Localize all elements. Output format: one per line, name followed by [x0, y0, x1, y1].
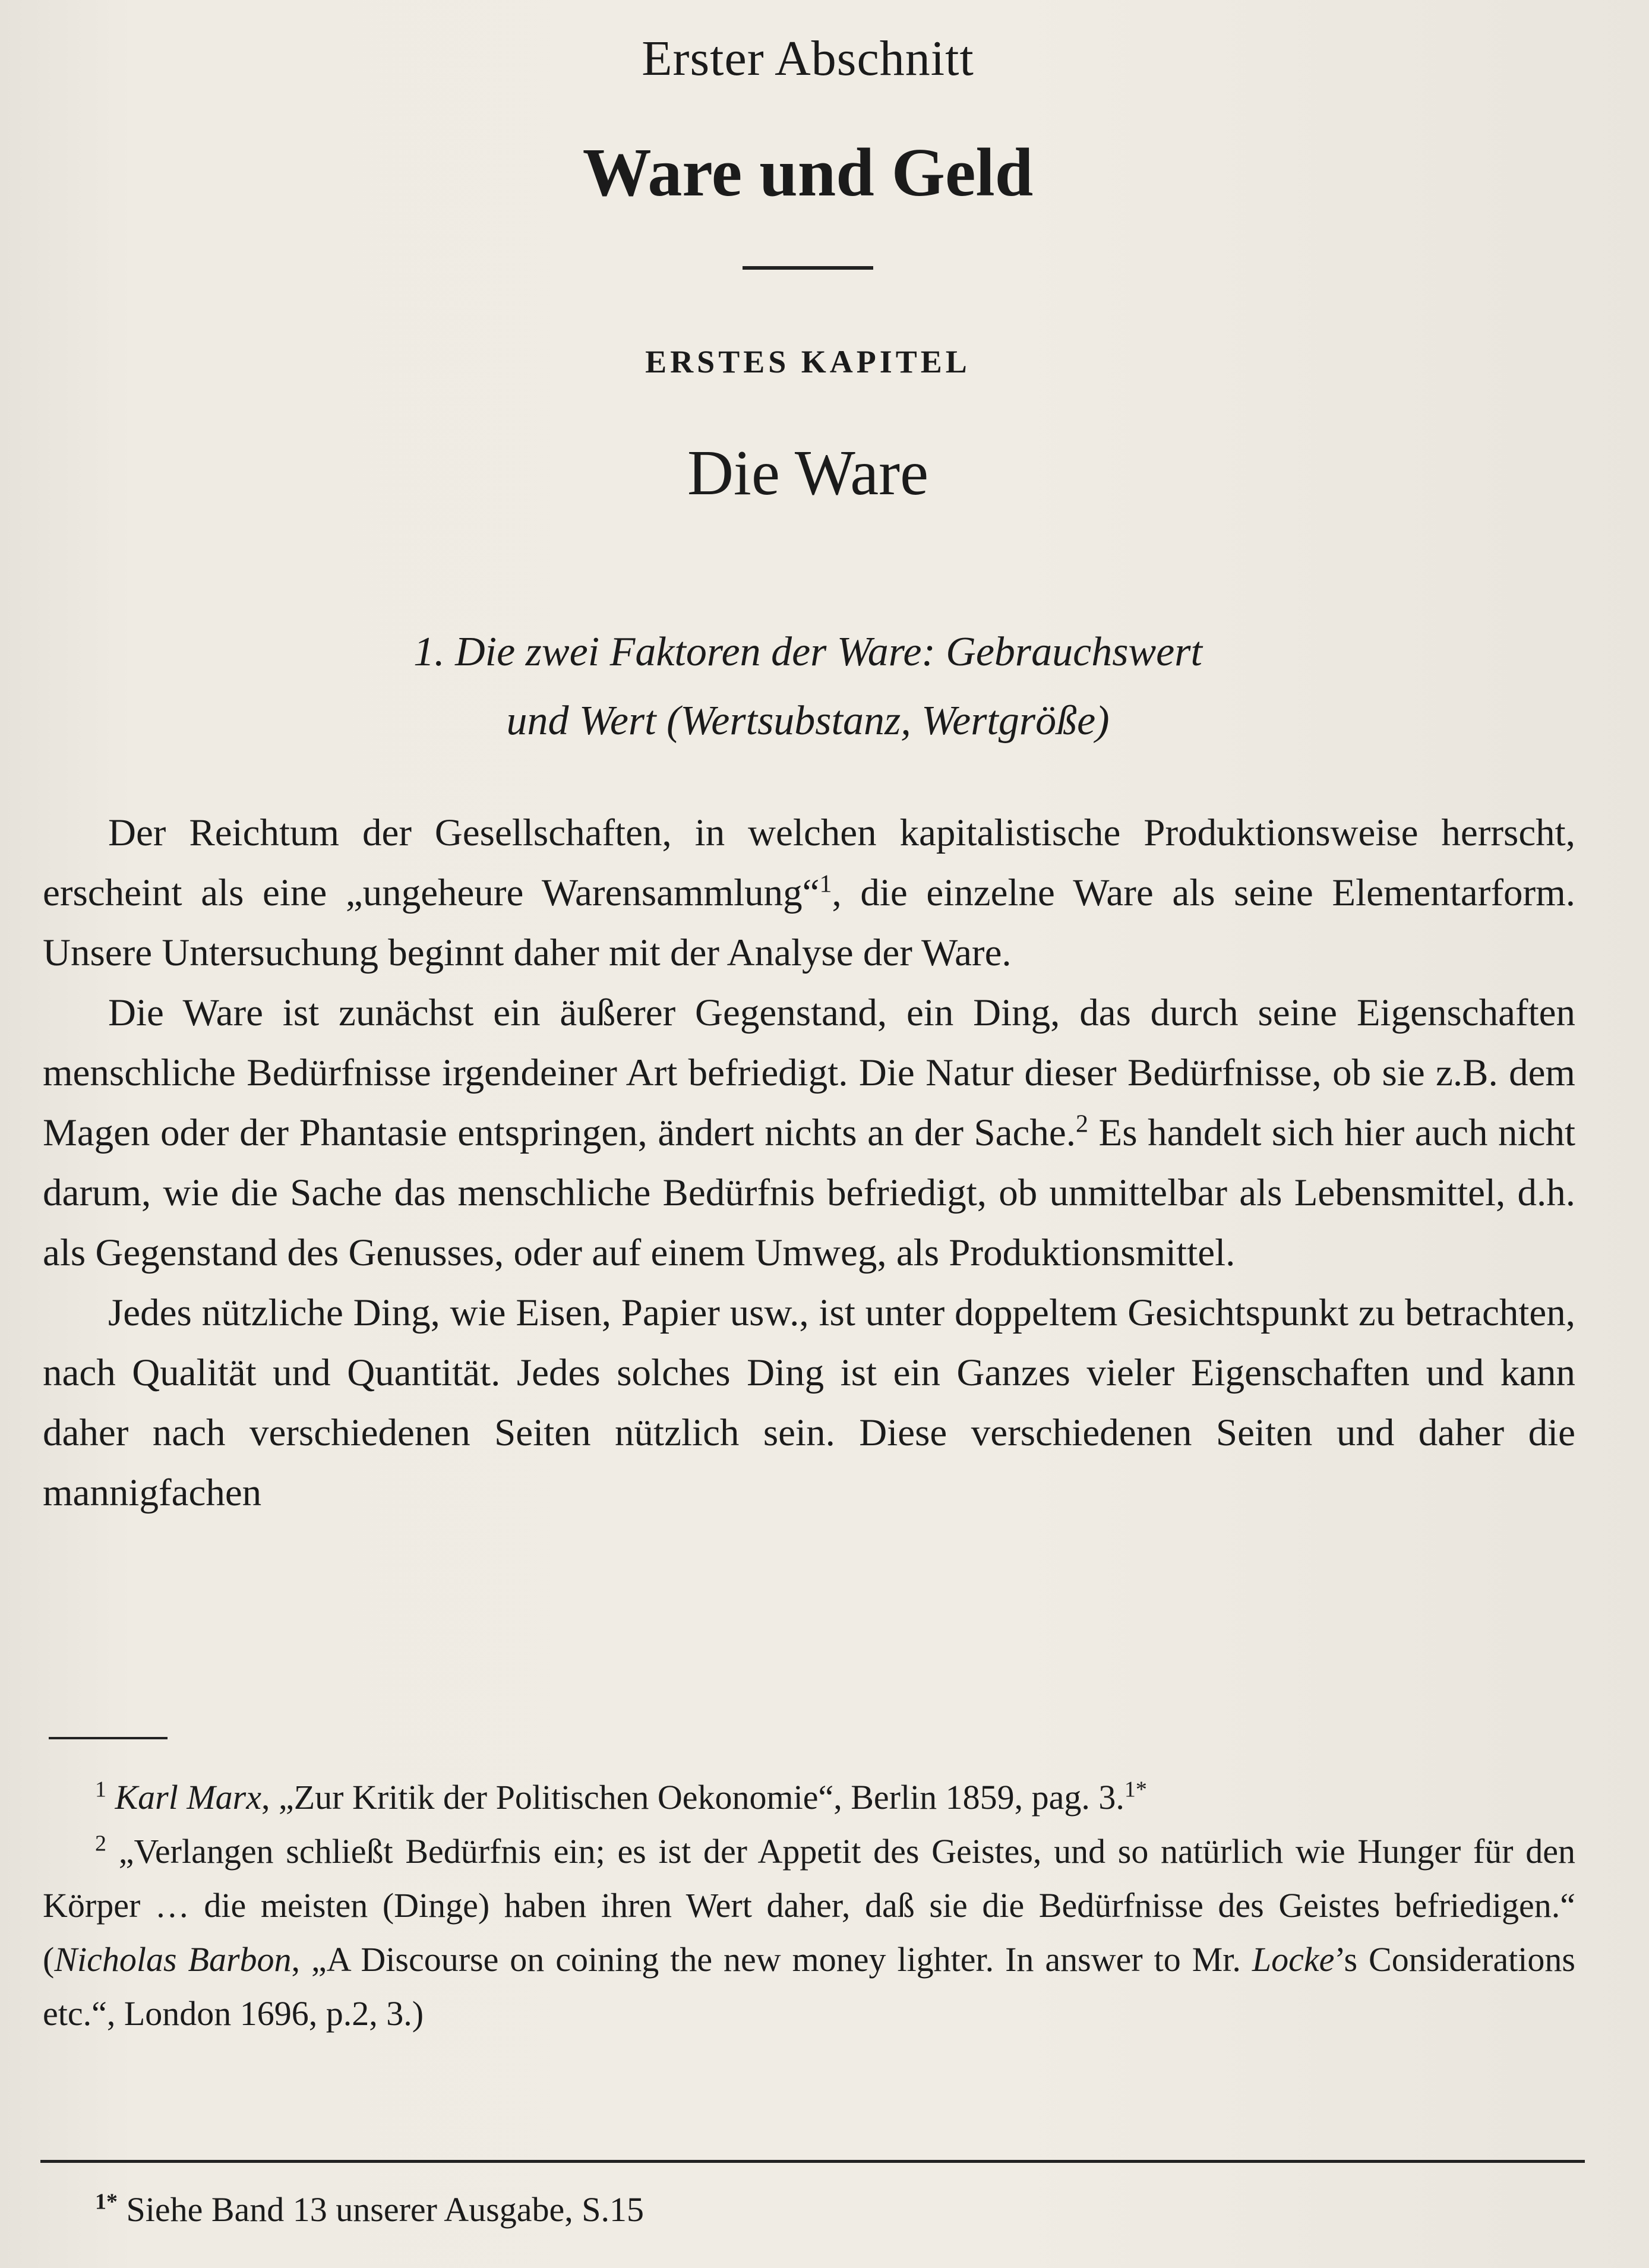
paragraph-2-text-b: Es handelt sich hier auch nicht darum, wie die Sache das menschliche Bedürfnis befriedigt, ob unmittelbar als Lebensmittel, d.h. als Gegenstand des Genusses, oder auf einem Umweg, als Produktionsmittel.: [43, 1111, 1575, 1274]
footnote-2-name: Locke: [1252, 1940, 1335, 1979]
footnote-2-text-a: „Verlangen schließt Bedürfnis ein; es ist der Appetit des Geistes, und so natürlich wie Hunger für den Körper … die meisten (Dinge) haben ihren Wert daher, daß sie die Bedürfnisse des Geistes befriedigen.“ (: [43, 1832, 1576, 1979]
footnote-2-mark: 2: [95, 1831, 106, 1856]
editor-note-mark: 1*: [95, 2189, 118, 2215]
footnote-1-editor-ref: 1*: [1124, 1777, 1147, 1802]
chapter-label: ERSTES KAPITEL: [645, 344, 971, 380]
paragraph-2-text-a: Die Ware ist zunächst ein äußerer Gegenstand, ein Ding, das durch seine Eigenschaften menschliche Bedürfnisse irgendeiner Art befriedigt. Die Natur dieser Bedürfnisse, ob sie z.B. dem Magen oder der Phantasie entspringen, ändert nichts an der Sache.: [43, 991, 1575, 1154]
footnote-1-text: , „Zur Kritik der Politischen Oekonomie“, Berlin 1859, pag. 3.: [261, 1778, 1124, 1817]
paragraph-1-text-b: , die einzelne Ware als seine Elementarform. Unsere Untersuchung beginnt daher mit der Analyse der Ware.: [43, 871, 1576, 974]
paragraph-3: Jedes nützliche Ding, wie Eisen, Papier usw., ist unter doppeltem Gesichtspunkt zu betrachten, nach Qualität und Quantität. Jedes solches Ding ist ein Ganzes vieler Eigenschaften und kann daher nach verschiedenen Seiten nützlich sein. Diese verschiedenen Seiten und daher die mannigfachen: [43, 1291, 1575, 1514]
paragraph-1: [43, 803, 1575, 983]
paragraph-1-text-a: Der Reichtum der Gesellschaften, in welchen kapitalistische Produktionsweise herrscht, erscheint als eine „ungeheure Warensammlung“: [43, 811, 1575, 914]
section-heading: Erster Abschnitt: [642, 31, 974, 86]
footnote-divider: [49, 1737, 168, 1739]
footnote-2-text-c: ’s Considerations etc.“, London 1696, p.2, 3.): [43, 1940, 1575, 2033]
part-title: Ware und Geld: [582, 135, 1034, 211]
chapter-title: Die Ware: [687, 438, 929, 508]
footnotes: [43, 1770, 1575, 2040]
section-subheading: [0, 618, 1616, 756]
editor-note-text: Siehe Band 13 unserer Ausgabe, S.15: [126, 2190, 644, 2229]
editor-note-divider: [40, 2160, 1585, 2163]
body-text: [43, 803, 1575, 1523]
footnote-2-author: Nicholas Barbon: [54, 1940, 292, 1979]
paragraph-2: [43, 983, 1575, 1283]
footnote-ref-2: 2: [1075, 1110, 1088, 1138]
footnote-2-text-b: , „A Discourse on coining the new money lighter. In answer to Mr.: [291, 1940, 1252, 1979]
footnote-1-author: Karl Marx: [115, 1778, 261, 1817]
footnote-2: [43, 1824, 1575, 2040]
editor-note: [95, 2186, 644, 2234]
footnote-1: [43, 1770, 1575, 1824]
footnote-ref-1: 1: [819, 870, 832, 898]
subheading-line-1: 1. Die zwei Faktoren der Ware: Gebrauchswert: [413, 629, 1202, 675]
footnote-1-mark: 1: [95, 1777, 106, 1802]
subheading-line-2: und Wert (Wertsubstanz, Wertgröße): [506, 698, 1110, 744]
title-divider: [743, 266, 873, 270]
